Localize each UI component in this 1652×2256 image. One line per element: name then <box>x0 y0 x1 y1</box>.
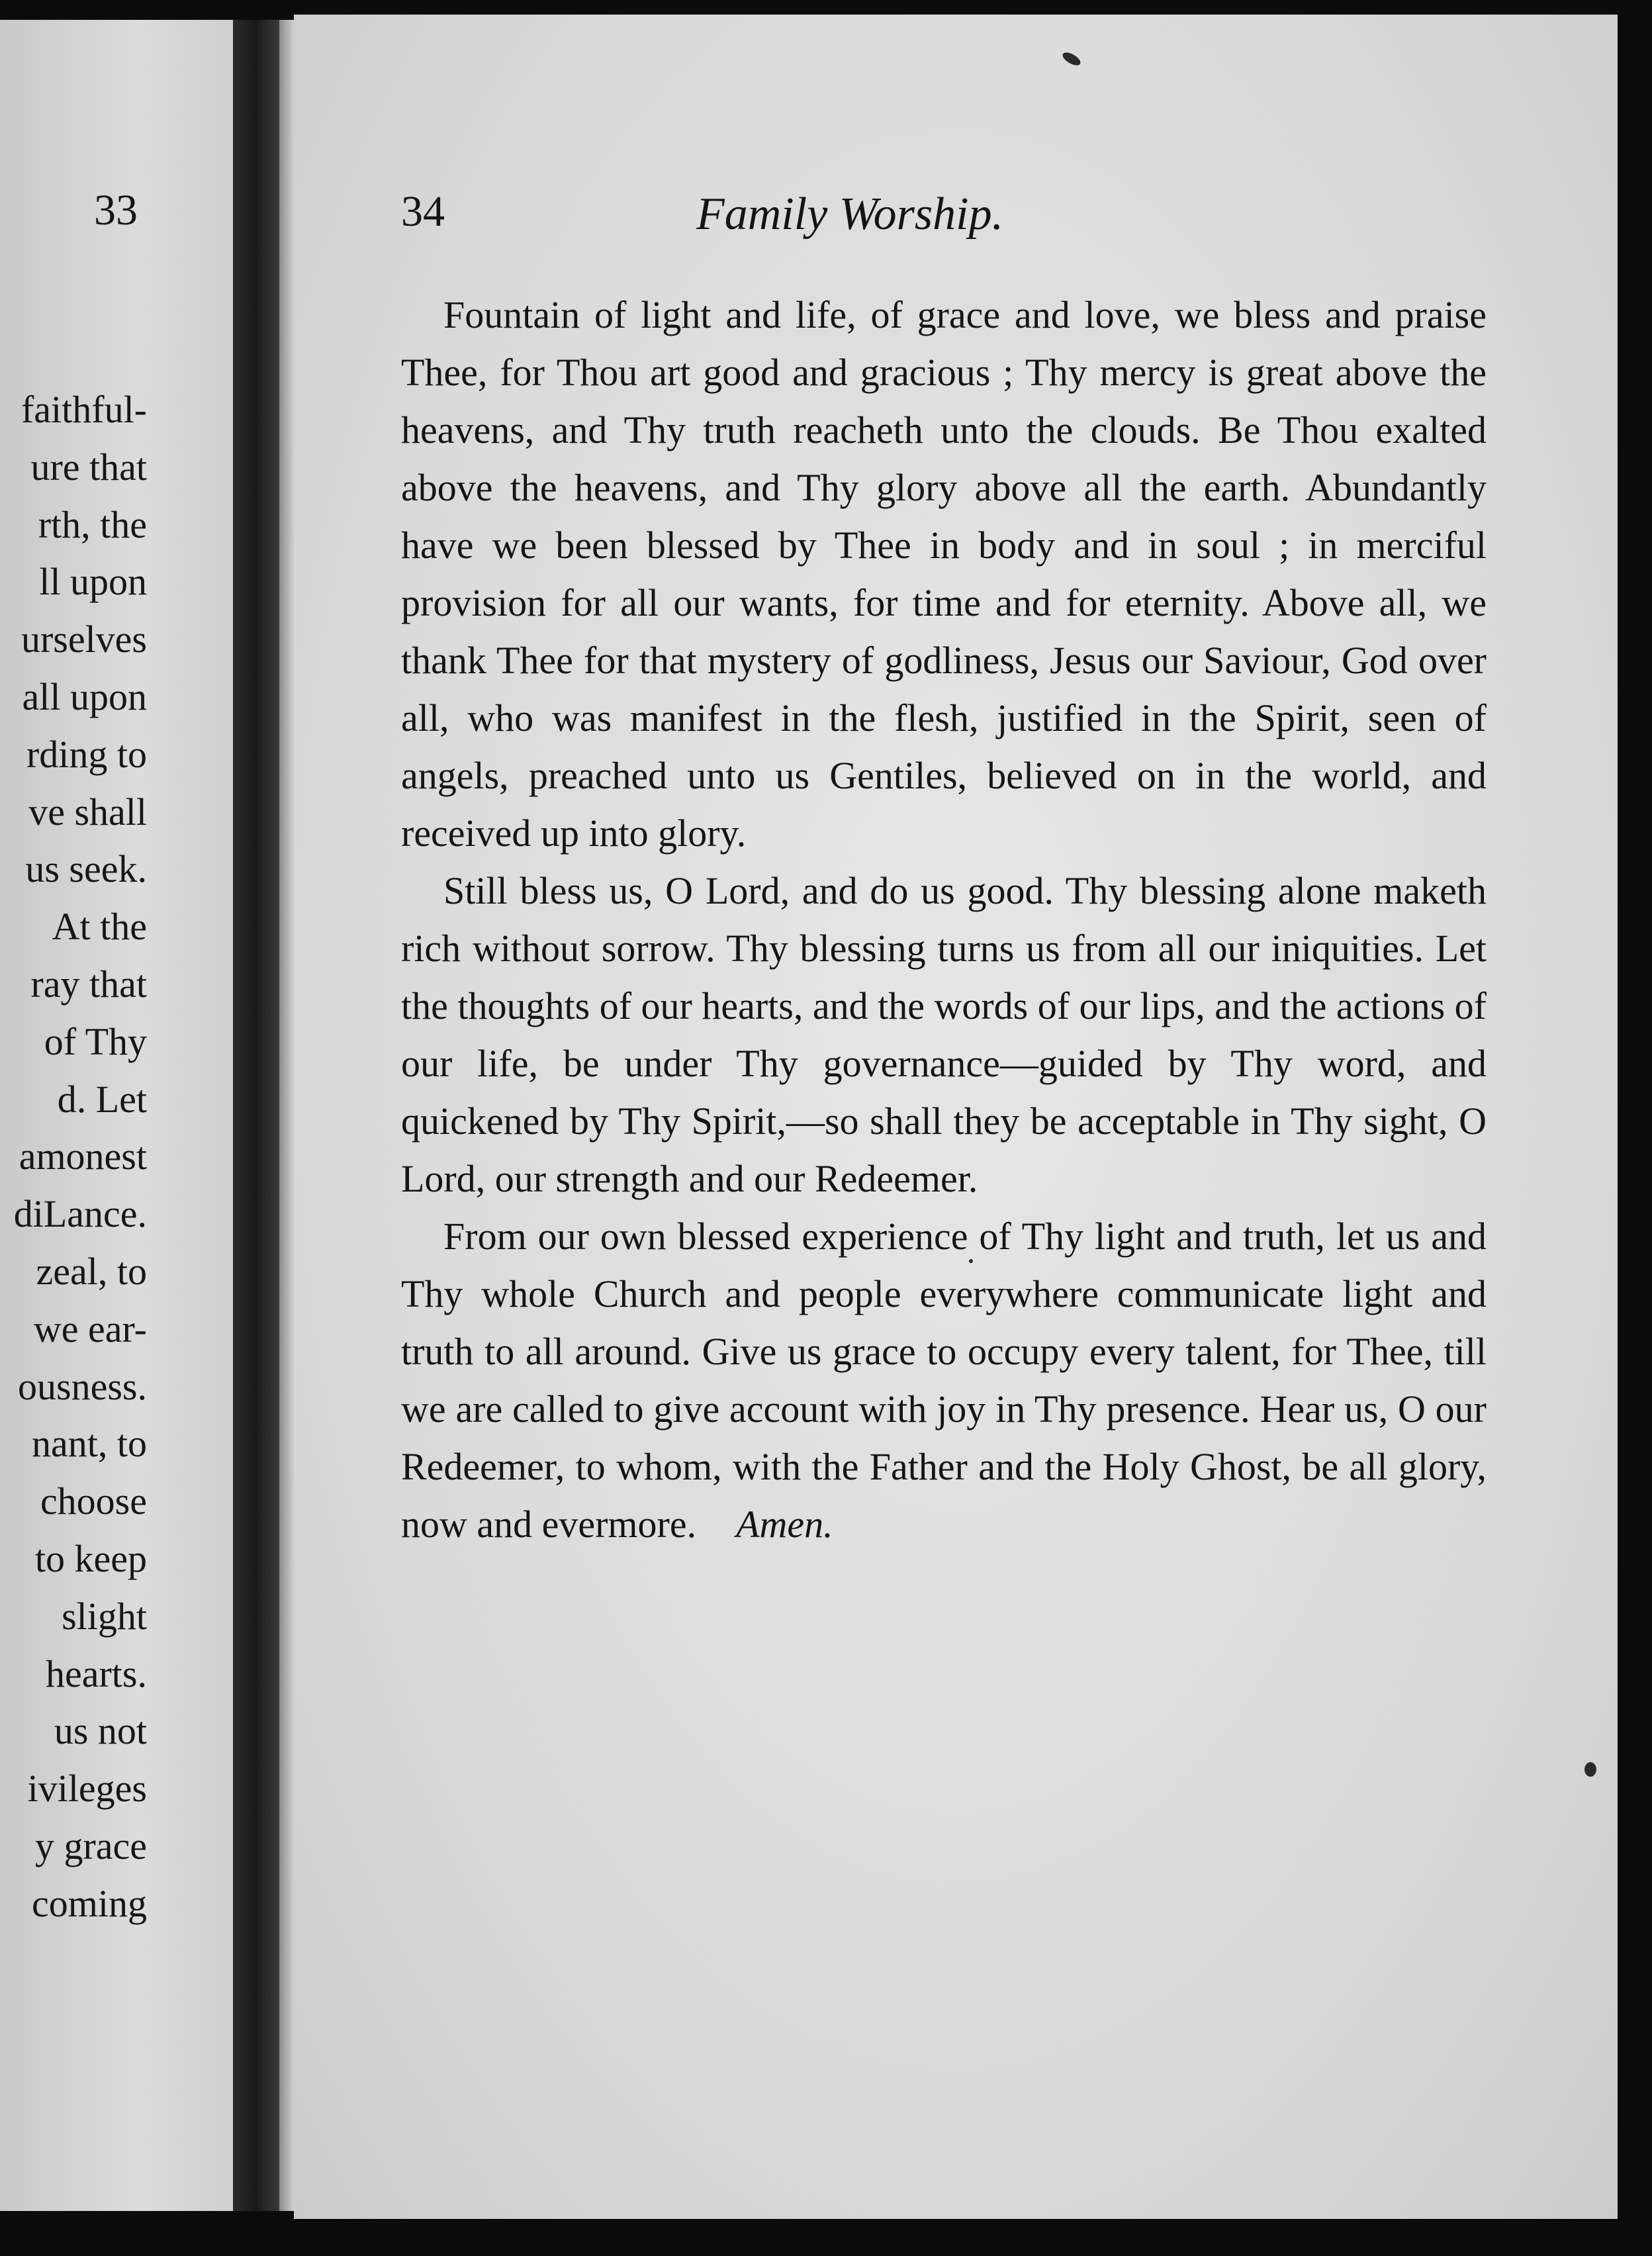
left-line: choose <box>40 1480 147 1523</box>
scan-speck <box>969 1259 973 1263</box>
paragraph: Still bless us, O Lord, and do us good. Thy blessing alone maketh rich without sorrow. Thy blessing turns us from all our iniquities. Let the thoughts of our hearts, and the words of our lips, and the actions of our life, be under Thy governance—guided by Thy word, and quickened by Thy Spirit,—so shall they be acceptable in Thy sight, O Lord, our strength and our Redeemer. <box>401 869 1487 1200</box>
left-line: coming <box>32 1881 147 1925</box>
scan-speck <box>1061 50 1083 68</box>
left-line: ousness. <box>18 1364 147 1408</box>
paragraph: Fountain of light and life, of grace and love, we bless and praise Thee, for Thou art good and gracious ; Thy mercy is great above the heavens, and Thy truth reacheth unto the clouds. Be Thou exalted above the heavens, and Thy glory above all the earth. Abundantly have we been blessed by Thee in body and in soul ; in merciful provision for all our wants, for time and for eternity. Above all, we thank Thee for that mystery of godliness, Jesus our Saviour, God over all, who was manifest in the flesh, justified in the Spirit, seen of angels, preached unto us Gentiles, believed on in the world, and received up into glory. <box>401 293 1487 855</box>
binding-gutter <box>233 20 279 2211</box>
left-line: ure that <box>30 445 147 489</box>
right-page <box>294 15 1618 2219</box>
left-line: amonest <box>19 1135 147 1178</box>
left-line: rding to <box>26 732 147 776</box>
prayer-text <box>401 286 1487 1553</box>
left-line: diLance. <box>13 1192 147 1236</box>
left-line: ve shall <box>28 790 147 833</box>
left-page-text-fragments <box>14 381 147 1933</box>
left-line: all upon <box>22 675 147 718</box>
left-line: faithful- <box>21 388 147 431</box>
left-line: nant, to <box>32 1422 147 1466</box>
left-line: to keep <box>34 1536 147 1580</box>
left-line: urselves <box>21 618 147 661</box>
left-line: of Thy <box>44 1019 147 1063</box>
left-line: us not <box>54 1709 147 1753</box>
left-line: hearts. <box>46 1652 147 1695</box>
left-line: ray that <box>30 962 147 1006</box>
scan-speck <box>1584 1762 1596 1777</box>
left-line: we ear- <box>33 1307 147 1350</box>
left-page <box>0 20 233 2211</box>
left-page-number: 33 <box>94 186 138 234</box>
left-line: rth, the <box>38 502 147 546</box>
page-edge-shadow <box>279 20 294 2211</box>
left-line: zeal, to <box>36 1249 147 1293</box>
running-head: Family Worship. <box>696 189 1004 240</box>
left-line: y grace <box>34 1824 147 1867</box>
left-line: At the <box>52 905 147 949</box>
left-line: ivileges <box>27 1767 147 1810</box>
left-line: ll upon <box>39 560 147 604</box>
paragraph <box>401 1207 1487 1553</box>
left-line: d. Let <box>57 1077 147 1121</box>
left-line: us seek. <box>25 847 147 891</box>
amen: Amen. <box>736 1503 833 1546</box>
left-line: slight <box>62 1594 147 1638</box>
page-number: 34 <box>401 187 445 236</box>
paragraph-text: From our own blessed experience of Thy light and truth, let us and Thy whole Church and people everywhere communicate light and truth to all around. Give us grace to occupy every talent, for Thee, till we are called to give account with joy in Thy presence. Hear us, O our Redeemer, to whom, with the Father and the Holy Ghost, be all glory, now and evermore. <box>401 1215 1487 1546</box>
